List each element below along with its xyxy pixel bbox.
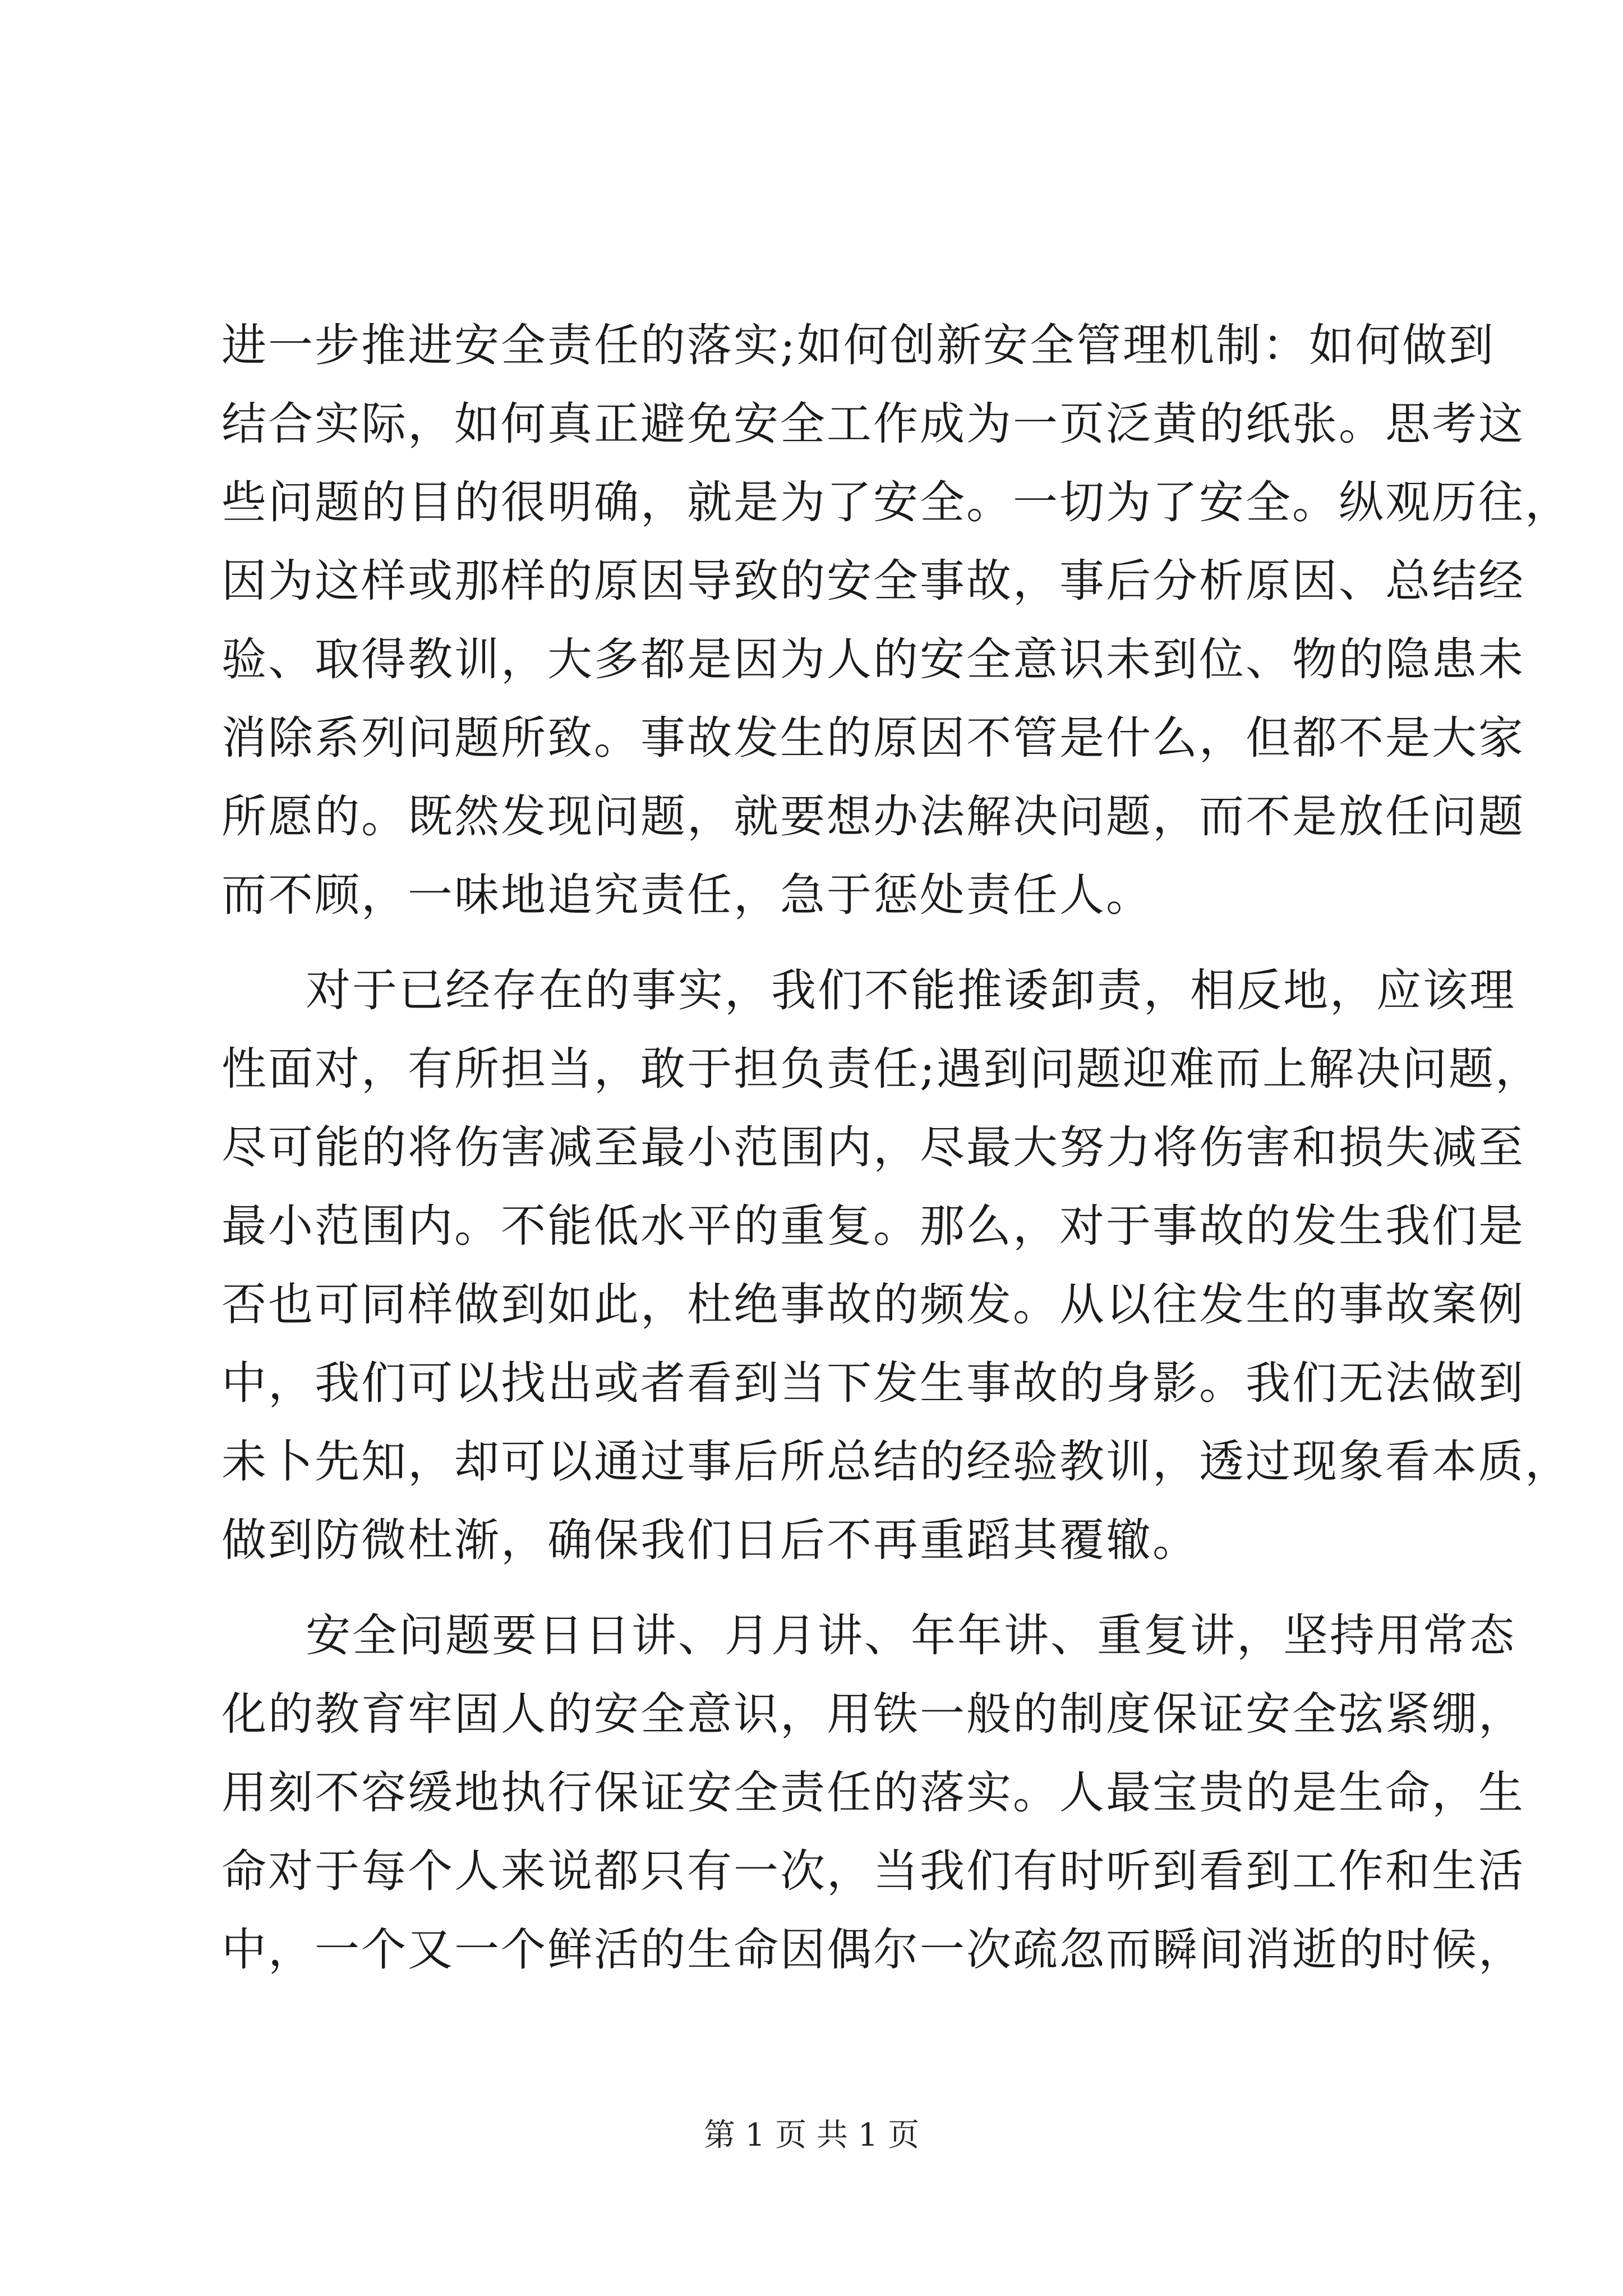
text-line: 结合实际，如何真正避免安全工作成为一页泛黄的纸张。思考这: [222, 398, 1525, 450]
text-line: 做到防微杜渐，确保我们日后不再重蹈其覆辙。: [222, 1514, 1199, 1566]
text-line: 否也可同样做到如此，杜绝事故的频发。从以往发生的事故案例: [222, 1278, 1525, 1331]
text-line: 些问题的目的很明确，就是为了安全。一切为了安全。纵观历往，: [222, 476, 1571, 528]
text-line: 而不顾，一味地追究责任，急于惩处责任人。: [222, 869, 1152, 921]
text-line: 因为这样或那样的原因导致的安全事故，事后分析原因、总结经: [222, 555, 1525, 607]
text-line: 中，一个又一个鲜活的生命因偶尔一次疏忽而瞬间消逝的时候，: [222, 1924, 1525, 1976]
page-footer: 第 1 页 共 1 页: [703, 2117, 920, 2154]
text-line: 用刻不容缓地执行保证安全责任的落实。人最宝贵的是生命，生: [222, 1766, 1525, 1819]
text-line: 化的教育牢固人的安全意识，用铁一般的制度保证安全弦紧绷，: [222, 1688, 1525, 1740]
text-line: 命对于每个人来说都只有一次，当我们有时听到看到工作和生活: [222, 1845, 1525, 1897]
paragraph-first-line: 对于已经存在的事实，我们不能推诿卸责，相反地，应该理: [306, 964, 1516, 1016]
text-line: 验、取得教训，大多都是因为人的安全意识未到位、物的隐患未: [222, 633, 1525, 685]
text-line: 消除系列问题所致。事故发生的原因不管是什么，但都不是大家: [222, 712, 1525, 764]
text-line: 未卜先知，却可以通过事后所总结的经验教训，透过现象看本质，: [222, 1435, 1571, 1488]
text-line: 中，我们可以找出或者看到当下发生事故的身影。我们无法做到: [222, 1357, 1525, 1409]
text-line: 性面对，有所担当，敢于担负责任;遇到问题迎难而上解决问题，: [222, 1043, 1542, 1095]
text-line: 尽可能的将伤害减至最小范围内，尽最大努力将伤害和损失减至: [222, 1121, 1525, 1174]
text-line: 所愿的。既然发现问题，就要想办法解决问题，而不是放任问题: [222, 790, 1525, 843]
paragraph-first-line: 安全问题要日日讲、月月讲、年年讲、重复讲，坚持用常态: [306, 1609, 1516, 1662]
text-line: 最小范围内。不能低水平的重复。那么，对于事故的发生我们是: [222, 1200, 1525, 1252]
text-line: 进一步推进安全责任的落实;如何创新安全管理机制：如何做到: [222, 319, 1495, 371]
